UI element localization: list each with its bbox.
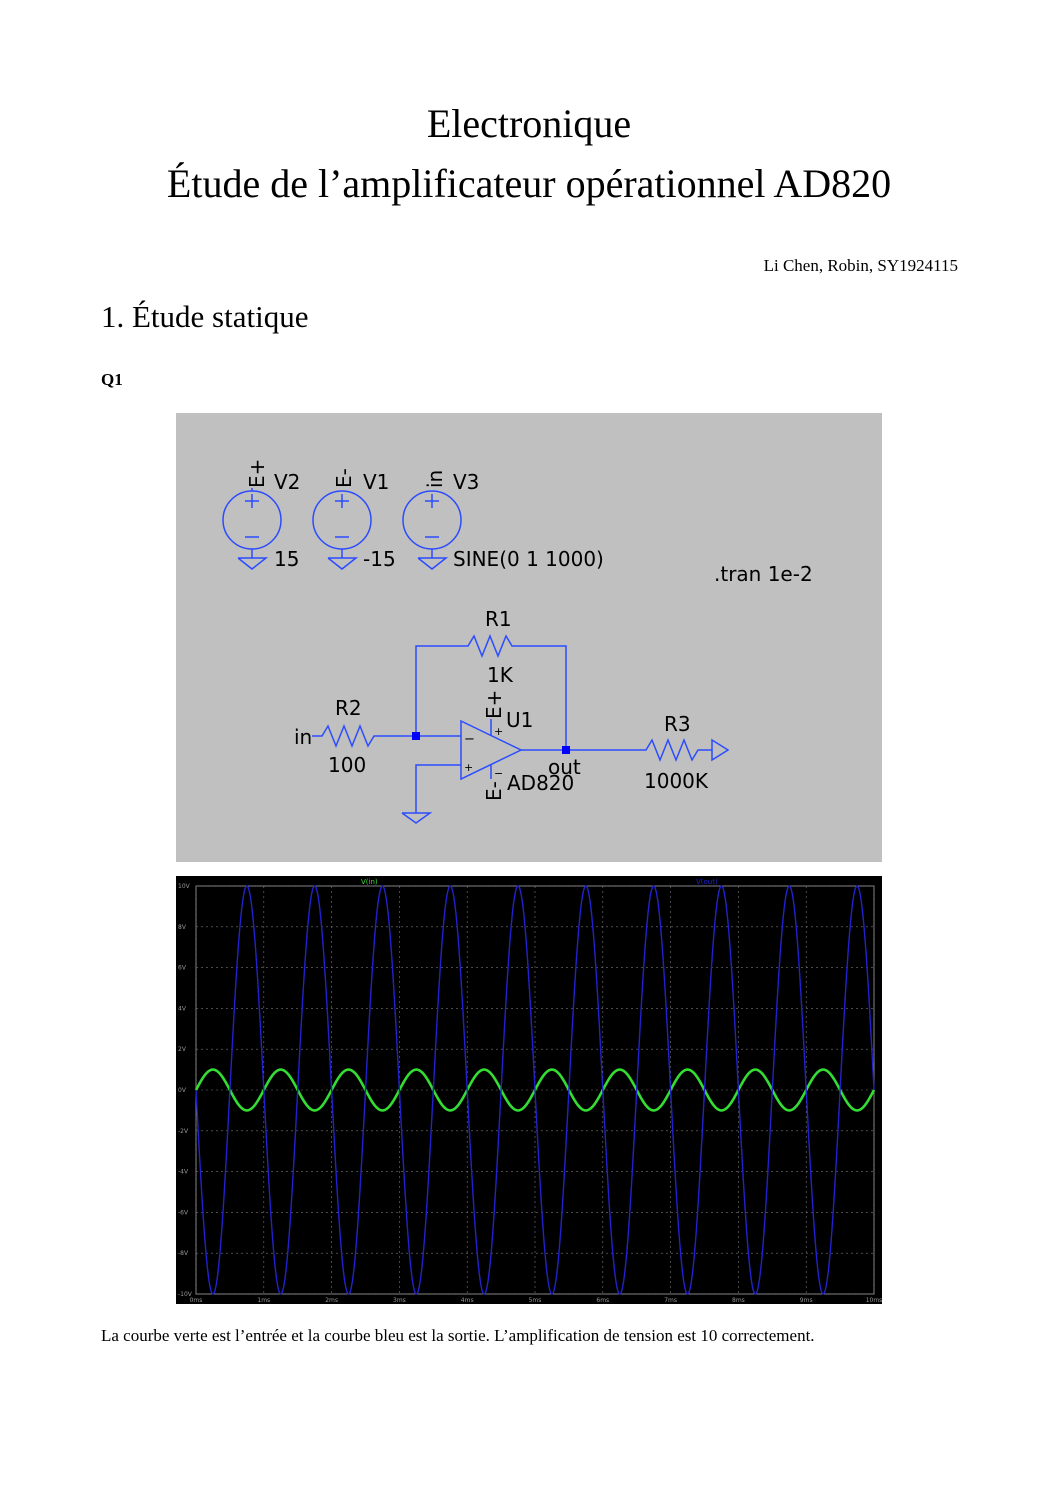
tran-directive: .tran 1e-2 (714, 562, 813, 586)
y-tick-label: -10V (178, 1291, 192, 1298)
x-tick-label: 3ms (393, 1297, 406, 1304)
u1-vplus-sign: + (494, 725, 504, 738)
x-tick-label: 2ms (325, 1297, 338, 1304)
in-label: in (294, 725, 313, 749)
circuit-schematic (176, 413, 882, 862)
u1-model: AD820 (507, 771, 575, 795)
legend-entry: V(out) (696, 878, 718, 886)
u1-vplus: E+ (482, 689, 506, 719)
x-tick-label: 5ms (528, 1297, 542, 1304)
y-tick-label: 10V (178, 883, 190, 890)
label-v1-name: V1 (363, 470, 390, 494)
voltage-source-v2 (223, 488, 281, 569)
u1-plus-sign: + (464, 761, 474, 774)
label-v3-name: V3 (453, 470, 480, 494)
label-v2-name: V2 (274, 470, 301, 494)
y-tick-label: 2V (178, 1046, 186, 1054)
label-v1-node: E- (332, 468, 356, 488)
legend-entry: V(in) (361, 878, 378, 886)
label-v3-node: in (423, 469, 447, 488)
y-tick-label: -6V (178, 1209, 189, 1217)
y-tick-label: -2V (178, 1127, 189, 1135)
y-tick-label: -4V (178, 1168, 189, 1176)
x-tick-label: 0ms (189, 1297, 203, 1304)
resistor-r3 (566, 740, 728, 760)
x-tick-label: 9ms (799, 1297, 813, 1304)
section-heading: 1. Étude statique (101, 299, 309, 334)
node-out (562, 746, 570, 754)
x-tick-label: 7ms (664, 1297, 677, 1304)
label-v3-value: SINE(0 1 1000) (453, 547, 604, 571)
r1-value: 1K (487, 663, 513, 687)
authors: Li Chen, Robin, SY1924115 (763, 256, 958, 275)
u1-vminus: E- (482, 781, 506, 801)
label-v1-value: -15 (363, 547, 396, 571)
node-inverting (412, 732, 420, 740)
figure-caption: La courbe verte est l’entrée et la courbe bleu est la sortie. L’amplification de tension est 10 correctement. (101, 1326, 815, 1345)
y-tick-label: 4V (178, 1005, 186, 1013)
u1-vminus-sign: − (494, 767, 504, 780)
transient-plot (176, 876, 882, 1304)
r1-name: R1 (485, 607, 512, 631)
label-v2-value: 15 (274, 547, 300, 571)
y-tick-label: 6V (178, 964, 186, 972)
out-label: out (548, 755, 581, 779)
r3-value: 1000K (644, 769, 709, 793)
question-label: Q1 (101, 370, 123, 389)
u1-name: U1 (506, 708, 534, 732)
r2-name: R2 (335, 696, 362, 720)
schematic-svg (176, 413, 882, 862)
x-tick-label: 1ms (257, 1297, 271, 1304)
x-tick-label: 4ms (460, 1297, 474, 1304)
y-tick-label: -8V (178, 1250, 189, 1258)
x-tick-label: 8ms (732, 1297, 745, 1304)
y-tick-label: 0V (178, 1087, 186, 1094)
x-tick-label: 10ms (865, 1297, 882, 1304)
document-subtitle: Étude de l’amplificateur opérationnel AD820 (166, 161, 892, 206)
u1-minus-sign: − (464, 732, 475, 747)
resistor-r2 (312, 726, 416, 746)
label-v2-node: E+ (245, 458, 269, 488)
r3-name: R3 (664, 712, 691, 736)
plot-svg (176, 876, 882, 1304)
document-title: Electronique (426, 101, 632, 146)
r2-value: 100 (328, 753, 367, 777)
x-tick-label: 6ms (596, 1297, 610, 1304)
y-tick-label: 8V (178, 923, 186, 931)
